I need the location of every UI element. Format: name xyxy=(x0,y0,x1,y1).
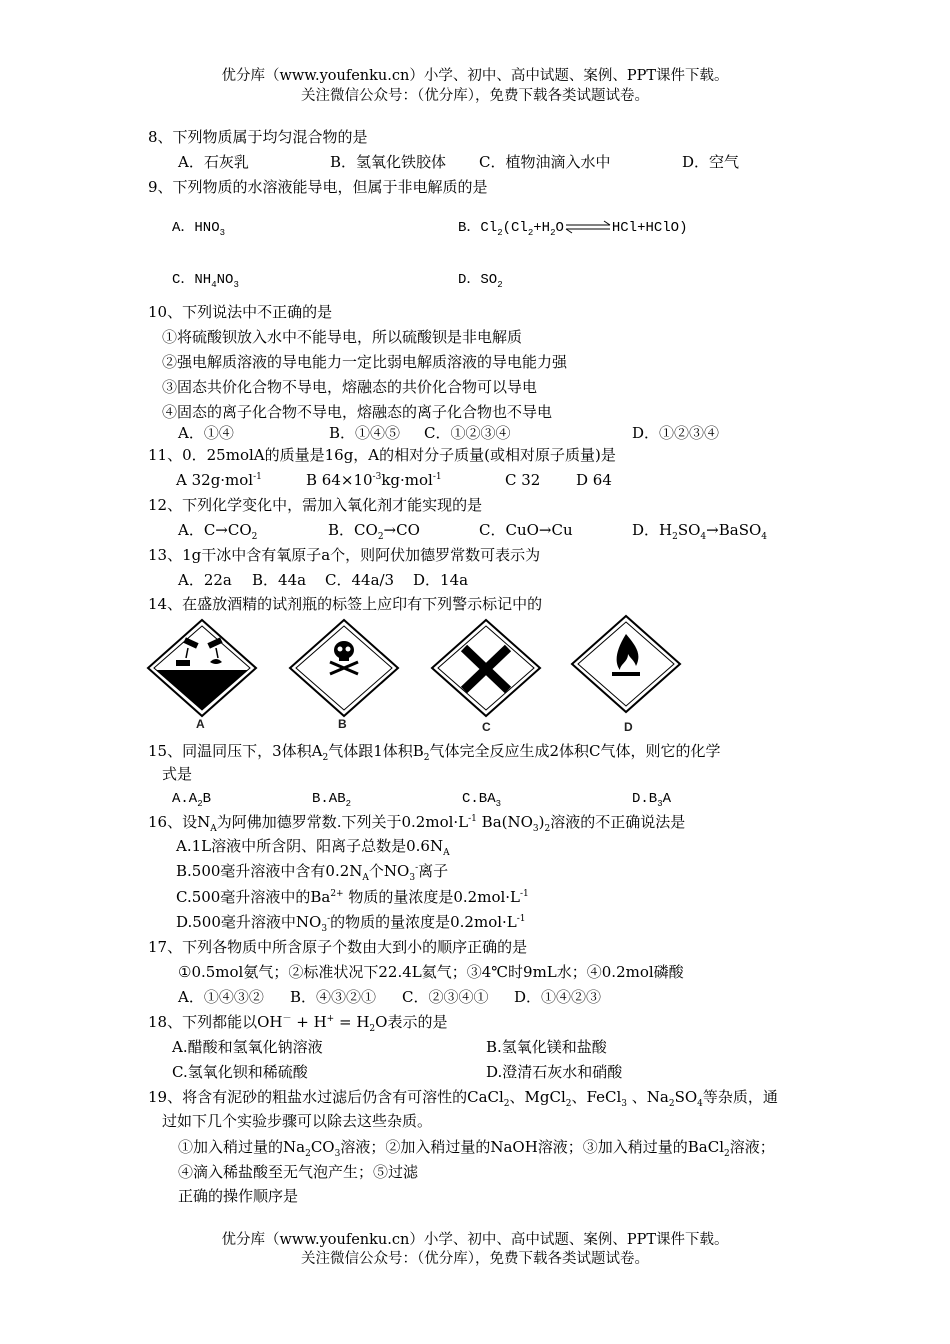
sign-label-b: B xyxy=(338,717,347,731)
q18-option-c: C.氢氧化钡和稀硫酸 xyxy=(172,1063,308,1081)
q13-stem: 13、1g干冰中含有氧原子a个，则阿伏加德罗常数可表示为 xyxy=(148,546,541,564)
q13-option-d: D．14a xyxy=(413,571,469,589)
q12-option-d: D．$H_2SO_4\to BaSO_4$ xyxy=(632,521,767,542)
q19-steps-line-2: ④滴入稀盐酸至无气泡产生；⑤过滤 xyxy=(178,1163,419,1181)
q10-statement-4: ④固态的离子化合物不导电，熔融态的离子化合物也不导电 xyxy=(162,403,553,421)
q17-option-c: C．②③④① xyxy=(402,988,489,1006)
q17-option-a: A．①④③② xyxy=(178,988,264,1006)
q19-steps-line-1: ①加入稍过量的$Na_2CO_3$溶液；②加入稍过量的NaOH溶液；③加入稍过量的BaCl$_2$溶液； xyxy=(178,1138,775,1159)
q18-option-b: B.氢氧化镁和盐酸 xyxy=(486,1038,607,1056)
q10-stem: 10、下列说法中不正确的是 xyxy=(148,303,333,321)
q13-option-c: C．44a/3 xyxy=(325,571,395,589)
header-line-2: 关注微信公众号：（优分库），免费下载各类试题试卷。 xyxy=(301,88,649,104)
q17-option-d: D．①④②③ xyxy=(514,988,602,1006)
q13-option-b: B．44a xyxy=(252,571,307,589)
header-line-1: 优分库（www.youfenku.cn）小学、初中、高中试题、案例、PPT课件下载。 xyxy=(221,68,729,84)
toxic-skull-warning-icon xyxy=(288,618,400,718)
q17-stem: 17、下列各物质中所含原子个数由大到小的顺序正确的是 xyxy=(148,938,528,956)
q18-option-d: D.澄清石灰水和硝酸 xyxy=(486,1063,623,1081)
q14-stem: 14、在盛放酒精的试剂瓶的标签上应印有下列警示标记中的 xyxy=(148,595,543,613)
q15-option-c: $C.BA_3$ xyxy=(462,791,502,809)
q11-option-a: A 32g·mol$^{-1}$ xyxy=(176,471,262,489)
q13-option-a: A．22a xyxy=(178,571,232,589)
q11-option-b: B $64\times 10^{-3}kg\cdot mol^{-1}$ xyxy=(306,471,442,489)
q10-statement-1: ①将硫酸钡放入水中不能导电，所以硫酸钡是非电解质 xyxy=(162,328,523,346)
q12-option-a: A．$C\to CO_2$ xyxy=(178,521,258,542)
q18-stem: 18、下列都能以$OH^- + H^+ = H_2O$表示的是 xyxy=(148,1013,448,1034)
harmful-x-warning-icon xyxy=(430,618,542,718)
q19-prompt: 正确的操作顺序是 xyxy=(178,1187,299,1205)
q10-option-a: A．①④ xyxy=(178,424,234,442)
q8-option-c: C．植物油滴入水中 xyxy=(479,153,611,171)
q19-stem-line-2: 过如下几个实验步骤可以除去这些杂质。 xyxy=(162,1112,433,1130)
sign-label-c: C xyxy=(482,720,491,734)
q10-option-b: B．①④⑤ xyxy=(329,424,401,442)
q10-option-d: D．①②③④ xyxy=(632,424,720,442)
footer-line-2: 关注微信公众号：（优分库），免费下载各类试题试卷。 xyxy=(301,1251,649,1267)
q11-option-d: D 64 xyxy=(576,471,612,489)
q10-statement-3: ③固态共价化合物不导电，熔融态的共价化合物可以导电 xyxy=(162,378,538,396)
q19-stem: 19、将含有泥砂的粗盐水过滤后仍含有可溶性的CaCl$_2$、MgCl$_2$、FeCl$_3$ 、$Na_2SO_4$等杂质，通 xyxy=(148,1088,778,1109)
q11-option-c: C 32 xyxy=(505,471,541,489)
q15-stem-line-2: 式是 xyxy=(162,765,193,783)
q12-stem: 12、下列化学变化中，需加入氧化剂才能实现的是 xyxy=(148,496,483,514)
corrosive-warning-icon xyxy=(146,618,258,718)
footer-line-1: 优分库（www.youfenku.cn）小学、初中、高中试题、案例、PPT课件下载。 xyxy=(221,1232,729,1248)
q9-option-d: D．$SO_2$ xyxy=(458,272,503,290)
q9-stem: 9、下列物质的水溶液能导电，但属于非电解质的是 xyxy=(148,178,488,196)
q12-option-b: B．$CO_2\to CO$ xyxy=(328,521,420,542)
q17-items: ①0.5mol氨气；②标准状况下22.4L氦气；③4℃时9mL水；④0.2mol磷酸 xyxy=(178,963,684,981)
q10-option-c: C．①②③④ xyxy=(424,424,511,442)
q9-option-a: A．$HNO_3$ xyxy=(172,220,226,238)
q15-stem: 15、同温同压下，3体积$A_2$气体跟1体积$B_2$气体完全反应生成2体积C气体，则它的化学 xyxy=(148,742,721,763)
flammable-flame-warning-icon xyxy=(570,614,682,714)
q8-option-b: B．氢氧化铁胶体 xyxy=(330,153,447,171)
q16-stem: 16、设$N_A$为阿佛加德罗常数.下列关于$0.2mol\cdot L^{-1}$ $Ba(NO_3)_2$溶液的不正确说法是 xyxy=(148,813,686,834)
q16-option-d: D.500毫升溶液中$NO_3^-$的物质的量浓度是$0.2mol\cdot L^{-1}$ xyxy=(176,913,526,934)
q8-option-a: A．石灰乳 xyxy=(178,153,249,171)
q18-option-a: A.醋酸和氢氧化钠溶液 xyxy=(172,1038,323,1056)
q16-option-b: B.500毫升溶液中含有$0.2N_A$个$NO_3^-$离子 xyxy=(176,862,449,883)
q16-option-c: C.500毫升溶液中的$Ba^{2+}$ 物质的量浓度是$0.2mol\cdot L^{-1}$ xyxy=(176,888,529,906)
q9-option-b: B．$Cl_2(Cl_2+H_2O$ HCl+HClO) xyxy=(458,220,688,238)
equilibrium-arrow-icon xyxy=(564,219,612,235)
q15-option-d: $D.B_3A$ xyxy=(632,791,672,809)
q8-option-d: D．空气 xyxy=(682,153,740,171)
sign-label-d: D xyxy=(624,720,633,734)
q8-stem: 8、下列物质属于均匀混合物的是 xyxy=(148,128,368,146)
q10-statement-2: ②强电解质溶液的导电能力一定比弱电解质溶液的导电能力强 xyxy=(162,353,568,371)
q15-option-a: $A.A_2B$ xyxy=(172,791,212,809)
q15-option-b: $B.AB_2$ xyxy=(312,791,352,809)
q11-stem: 11、0．25molA的质量是16g，A的相对分子质量(或相对原子质量)是 xyxy=(148,446,616,464)
q17-option-b: B．④③②① xyxy=(290,988,377,1006)
sign-label-a: A xyxy=(196,717,205,731)
q16-option-a: A.1L溶液中所含阴、阳离子总数是$0.6N_A$ xyxy=(176,837,450,858)
q12-option-c: C．CuO→Cu xyxy=(479,521,573,539)
q9-option-c: C．$NH_4NO_3$ xyxy=(172,272,239,290)
